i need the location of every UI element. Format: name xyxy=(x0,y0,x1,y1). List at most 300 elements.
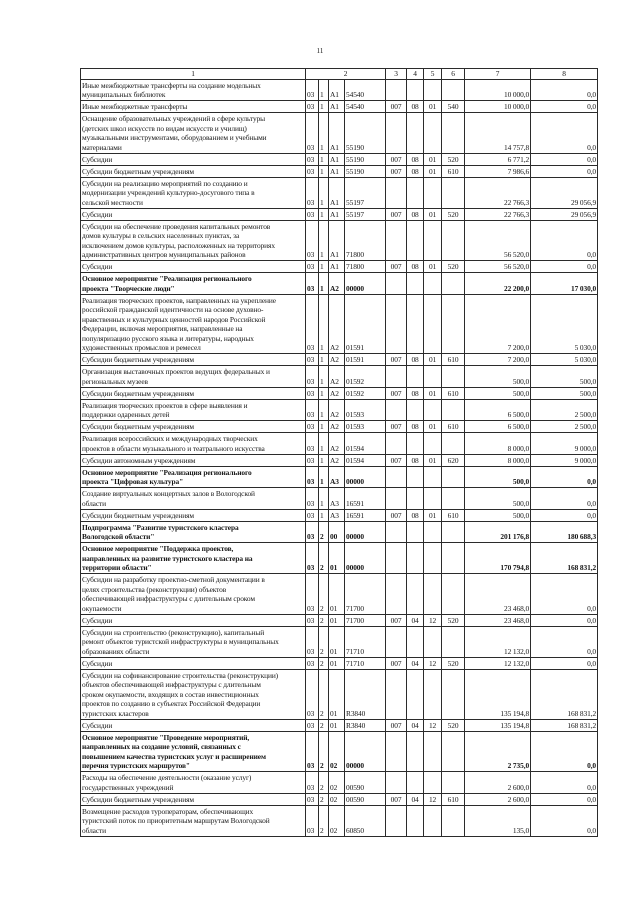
description-cell: Субсидии бюджетным учреждениям xyxy=(81,421,306,433)
code-direction-cell: 71710 xyxy=(345,626,386,657)
section-cell: 04 xyxy=(407,614,424,626)
subsection-cell xyxy=(424,521,442,543)
amount-col8-cell: 0,0 xyxy=(531,220,598,261)
amount-col7-cell: 6 771,2 xyxy=(465,153,531,165)
code-subprogram-cell: 1 xyxy=(319,466,329,488)
expense-type-cell xyxy=(442,731,465,772)
code-direction-cell: 01594 xyxy=(345,433,386,455)
code-program-cell: 03 xyxy=(306,543,319,574)
subsection-cell xyxy=(424,805,442,836)
expense-type-cell: 610 xyxy=(442,421,465,433)
code-event-cell: A1 xyxy=(329,261,345,273)
description-cell: Реализация творческих проектов, направленных на укрепление российской гражданской идентичности на основе духовно- нравственных и культурных ценностей народов Российской Федерации, включая мероприятия, направленные на популяризацию русского языка и литературы, народных художественных промыслов и ремесел xyxy=(81,294,306,354)
description-cell: Субсидии бюджетным учреждениям xyxy=(81,387,306,399)
ministry-code-cell xyxy=(386,399,407,421)
expense-type-cell xyxy=(442,772,465,794)
amount-col8-cell: 0,0 xyxy=(531,261,598,273)
code-direction-cell: 71800 xyxy=(345,261,386,273)
subsection-cell xyxy=(424,366,442,388)
description-cell: Субсидии xyxy=(81,614,306,626)
code-event-cell: A2 xyxy=(329,399,345,421)
description-cell: Основное мероприятие "Реализация регионального проекта "Творческие люди" xyxy=(81,273,306,295)
code-direction-cell: 01592 xyxy=(345,387,386,399)
section-cell: 08 xyxy=(407,165,424,177)
code-direction-cell: 00000 xyxy=(345,521,386,543)
code-event-cell: 02 xyxy=(329,805,345,836)
code-program-cell: 03 xyxy=(306,669,319,719)
ministry-code-cell: 007 xyxy=(386,387,407,399)
ministry-code-cell: 007 xyxy=(386,509,407,521)
code-direction-cell: 01591 xyxy=(345,294,386,354)
amount-col8-cell: 2 500,0 xyxy=(531,399,598,421)
expense-type-cell: 610 xyxy=(442,354,465,366)
code-event-cell: 02 xyxy=(329,731,345,772)
code-direction-cell: 01593 xyxy=(345,399,386,421)
description-cell: Субсидии xyxy=(81,208,306,220)
code-event-cell: 01 xyxy=(329,719,345,731)
expense-type-cell: 520 xyxy=(442,719,465,731)
code-event-cell: A2 xyxy=(329,273,345,295)
code-subprogram-cell: 1 xyxy=(319,488,329,510)
table-row xyxy=(81,366,598,388)
code-direction-cell: 16591 xyxy=(345,509,386,521)
code-program-cell: 03 xyxy=(306,488,319,510)
amount-col7-cell: 500,0 xyxy=(465,509,531,521)
code-event-cell: 01 xyxy=(329,574,345,615)
amount-col8-cell: 0,0 xyxy=(531,509,598,521)
code-program-cell: 03 xyxy=(306,614,319,626)
amount-col8-cell: 168 831,2 xyxy=(531,719,598,731)
amount-col8-cell: 0,0 xyxy=(531,113,598,154)
code-event-cell: A3 xyxy=(329,509,345,521)
amount-col8-cell: 500,0 xyxy=(531,366,598,388)
code-subprogram-cell: 2 xyxy=(319,521,329,543)
code-program-cell: 03 xyxy=(306,113,319,154)
code-program-cell: 03 xyxy=(306,399,319,421)
code-subprogram-cell: 1 xyxy=(319,354,329,366)
description-cell: Субсидии на софинансирование строительства (реконструкции) объектов обеспечивающей инфраструктуры с длительным сроком окупаемости, входящих в состав инвестиционных проектов по созданию в субъектах Российской Федерации туристских кластеров xyxy=(81,669,306,719)
ministry-code-cell xyxy=(386,626,407,657)
amount-col7-cell: 10 000,0 xyxy=(465,101,531,113)
section-cell: 08 xyxy=(407,421,424,433)
section-cell: 08 xyxy=(407,101,424,113)
ministry-code-cell: 007 xyxy=(386,793,407,805)
subsection-cell xyxy=(424,79,442,101)
code-subprogram-cell: 1 xyxy=(319,153,329,165)
ministry-code-cell xyxy=(386,772,407,794)
amount-col7-cell: 10 000,0 xyxy=(465,79,531,101)
code-direction-cell: 01592 xyxy=(345,366,386,388)
expense-type-cell: 610 xyxy=(442,793,465,805)
table-row xyxy=(81,574,598,615)
code-event-cell: A1 xyxy=(329,113,345,154)
section-cell xyxy=(407,669,424,719)
code-subprogram-cell: 2 xyxy=(319,574,329,615)
section-cell: 08 xyxy=(407,387,424,399)
code-subprogram-cell: 1 xyxy=(319,433,329,455)
table-row xyxy=(81,399,598,421)
ministry-code-cell: 007 xyxy=(386,719,407,731)
code-subprogram-cell: 2 xyxy=(319,772,329,794)
expense-type-cell xyxy=(442,220,465,261)
description-cell: Расходы на обеспечение деятельности (оказание услуг) государственных учреждений xyxy=(81,772,306,794)
code-subprogram-cell: 2 xyxy=(319,793,329,805)
code-program-cell: 03 xyxy=(306,521,319,543)
amount-col8-cell: 0,0 xyxy=(531,488,598,510)
code-direction-cell: 01594 xyxy=(345,454,386,466)
expense-type-cell xyxy=(442,294,465,354)
code-event-cell: A1 xyxy=(329,177,345,208)
code-program-cell: 03 xyxy=(306,79,319,101)
ministry-code-cell: 007 xyxy=(386,153,407,165)
ministry-code-cell xyxy=(386,220,407,261)
code-subprogram-cell: 2 xyxy=(319,626,329,657)
code-program-cell: 03 xyxy=(306,366,319,388)
table-row xyxy=(81,466,598,488)
code-program-cell: 03 xyxy=(306,421,319,433)
code-event-cell: A2 xyxy=(329,454,345,466)
expense-type-cell: 540 xyxy=(442,101,465,113)
table-row xyxy=(81,719,598,731)
description-cell: Возмещение расходов туроператорам, обеспечивающих туристский поток по приоритетным маршрутам Вологодской области xyxy=(81,805,306,836)
amount-col7-cell: 170 794,8 xyxy=(465,543,531,574)
subsection-cell: 01 xyxy=(424,153,442,165)
expense-type-cell: 520 xyxy=(442,614,465,626)
column-4-number: 4 xyxy=(407,69,424,80)
description-cell: Субсидии xyxy=(81,153,306,165)
code-program-cell: 03 xyxy=(306,719,319,731)
code-event-cell: 01 xyxy=(329,669,345,719)
expense-type-cell xyxy=(442,521,465,543)
code-event-cell: A3 xyxy=(329,488,345,510)
amount-col8-cell: 0,0 xyxy=(531,153,598,165)
code-program-cell: 03 xyxy=(306,273,319,295)
code-program-cell: 03 xyxy=(306,805,319,836)
column-1-number: 1 xyxy=(81,69,306,80)
amount-col7-cell: 22 766,3 xyxy=(465,208,531,220)
amount-col8-cell: 0,0 xyxy=(531,626,598,657)
code-direction-cell: R3840 xyxy=(345,719,386,731)
code-direction-cell: 00000 xyxy=(345,731,386,772)
amount-col8-cell: 180 688,3 xyxy=(531,521,598,543)
amount-col7-cell: 6 500,0 xyxy=(465,421,531,433)
code-direction-cell: 54540 xyxy=(345,101,386,113)
table-row xyxy=(81,113,598,154)
code-event-cell: 01 xyxy=(329,614,345,626)
code-subprogram-cell: 2 xyxy=(319,805,329,836)
subsection-cell xyxy=(424,772,442,794)
table-row xyxy=(81,793,598,805)
amount-col7-cell: 2 600,0 xyxy=(465,793,531,805)
subsection-cell xyxy=(424,543,442,574)
code-direction-cell: 00590 xyxy=(345,772,386,794)
amount-col7-cell: 23 468,0 xyxy=(465,574,531,615)
column-3-number: 3 xyxy=(386,69,407,80)
amount-col7-cell: 56 520,0 xyxy=(465,220,531,261)
code-subprogram-cell: 1 xyxy=(319,421,329,433)
amount-col7-cell: 12 132,0 xyxy=(465,626,531,657)
amount-col7-cell: 7 200,0 xyxy=(465,294,531,354)
amount-col8-cell: 0,0 xyxy=(531,165,598,177)
expense-type-cell xyxy=(442,488,465,510)
subsection-cell: 01 xyxy=(424,454,442,466)
section-cell xyxy=(407,772,424,794)
table-row xyxy=(81,273,598,295)
subsection-cell xyxy=(424,433,442,455)
code-subprogram-cell: 1 xyxy=(319,387,329,399)
code-direction-cell: 00000 xyxy=(345,543,386,574)
table-row xyxy=(81,387,598,399)
subsection-cell xyxy=(424,669,442,719)
code-event-cell: A1 xyxy=(329,101,345,113)
code-event-cell: A2 xyxy=(329,433,345,455)
code-event-cell: 02 xyxy=(329,772,345,794)
ministry-code-cell: 007 xyxy=(386,354,407,366)
table-row xyxy=(81,220,598,261)
budget-table-body xyxy=(81,79,598,836)
amount-col8-cell: 17 030,0 xyxy=(531,273,598,295)
ministry-code-cell: 007 xyxy=(386,421,407,433)
table-row xyxy=(81,421,598,433)
section-cell xyxy=(407,543,424,574)
subsection-cell xyxy=(424,177,442,208)
subsection-cell: 12 xyxy=(424,793,442,805)
section-cell xyxy=(407,574,424,615)
ministry-code-cell: 007 xyxy=(386,454,407,466)
table-row xyxy=(81,488,598,510)
code-program-cell: 03 xyxy=(306,101,319,113)
description-cell: Субсидии бюджетным учреждениям xyxy=(81,793,306,805)
amount-col7-cell: 6 500,0 xyxy=(465,399,531,421)
section-cell xyxy=(407,731,424,772)
description-cell: Субсидии бюджетным учреждениям xyxy=(81,165,306,177)
code-direction-cell: 16591 xyxy=(345,488,386,510)
section-cell xyxy=(407,399,424,421)
table-row xyxy=(81,208,598,220)
code-event-cell: 01 xyxy=(329,626,345,657)
amount-col7-cell: 2 735,0 xyxy=(465,731,531,772)
expense-type-cell xyxy=(442,366,465,388)
amount-col8-cell: 0,0 xyxy=(531,805,598,836)
code-subprogram-cell: 1 xyxy=(319,399,329,421)
code-direction-cell: 01593 xyxy=(345,421,386,433)
amount-col8-cell: 0,0 xyxy=(531,731,598,772)
section-cell xyxy=(407,805,424,836)
section-cell: 08 xyxy=(407,509,424,521)
code-subprogram-cell: 2 xyxy=(319,731,329,772)
expense-type-cell: 520 xyxy=(442,261,465,273)
ministry-code-cell xyxy=(386,574,407,615)
table-row xyxy=(81,101,598,113)
amount-col7-cell: 14 757,8 xyxy=(465,113,531,154)
subsection-cell: 01 xyxy=(424,421,442,433)
code-direction-cell: 60850 xyxy=(345,805,386,836)
amount-col8-cell: 0,0 xyxy=(531,574,598,615)
code-program-cell: 03 xyxy=(306,387,319,399)
subsection-cell: 12 xyxy=(424,614,442,626)
amount-col8-cell: 0,0 xyxy=(531,101,598,113)
subsection-cell xyxy=(424,488,442,510)
code-event-cell: A1 xyxy=(329,153,345,165)
code-subprogram-cell: 1 xyxy=(319,101,329,113)
description-cell: Основное мероприятие "Поддержка проектов, направленных на развитие туристского кластера на территории области" xyxy=(81,543,306,574)
ministry-code-cell xyxy=(386,177,407,208)
expense-type-cell: 610 xyxy=(442,165,465,177)
ministry-code-cell: 007 xyxy=(386,657,407,669)
section-cell: 04 xyxy=(407,793,424,805)
amount-col8-cell: 29 056,9 xyxy=(531,208,598,220)
column-number-row xyxy=(81,69,598,80)
amount-col7-cell: 500,0 xyxy=(465,466,531,488)
code-program-cell: 03 xyxy=(306,657,319,669)
amount-col8-cell: 5 030,0 xyxy=(531,354,598,366)
expense-type-cell: 610 xyxy=(442,387,465,399)
code-program-cell: 03 xyxy=(306,294,319,354)
subsection-cell xyxy=(424,113,442,154)
description-cell: Основное мероприятие "Проведение мероприятий, направленных на создание условий, связанных с повышением качества туристских услуг и расширением перечня туристских маршрутов" xyxy=(81,731,306,772)
code-event-cell: 00 xyxy=(329,521,345,543)
amount-col7-cell: 500,0 xyxy=(465,366,531,388)
ministry-code-cell xyxy=(386,294,407,354)
code-subprogram-cell: 1 xyxy=(319,294,329,354)
code-event-cell: A1 xyxy=(329,208,345,220)
code-subprogram-cell: 1 xyxy=(319,454,329,466)
amount-col7-cell: 2 600,0 xyxy=(465,772,531,794)
code-program-cell: 03 xyxy=(306,454,319,466)
ministry-code-cell: 007 xyxy=(386,101,407,113)
code-event-cell: A1 xyxy=(329,165,345,177)
code-program-cell: 03 xyxy=(306,731,319,772)
ministry-code-cell xyxy=(386,79,407,101)
subsection-cell: 12 xyxy=(424,719,442,731)
amount-col7-cell: 8 000,0 xyxy=(465,433,531,455)
code-direction-cell: 00000 xyxy=(345,273,386,295)
code-subprogram-cell: 1 xyxy=(319,261,329,273)
table-row xyxy=(81,509,598,521)
section-cell xyxy=(407,488,424,510)
code-event-cell: A2 xyxy=(329,366,345,388)
description-cell: Субсидии на разработку проектно-сметной документации в целях строительства (реконструкции) объектов обеспечивающей инфраструктуры с длительным сроком окупаемости xyxy=(81,574,306,615)
section-cell xyxy=(407,177,424,208)
code-subprogram-cell: 1 xyxy=(319,113,329,154)
code-subprogram-cell: 1 xyxy=(319,165,329,177)
subsection-cell xyxy=(424,294,442,354)
section-cell: 08 xyxy=(407,153,424,165)
table-row xyxy=(81,165,598,177)
subsection-cell: 01 xyxy=(424,354,442,366)
section-cell xyxy=(407,626,424,657)
section-cell: 04 xyxy=(407,657,424,669)
subsection-cell: 01 xyxy=(424,165,442,177)
section-cell xyxy=(407,113,424,154)
ministry-code-cell xyxy=(386,488,407,510)
section-cell: 08 xyxy=(407,261,424,273)
amount-col8-cell: 9 000,0 xyxy=(531,433,598,455)
description-cell: Иные межбюджетные трансферты на создание модельных муниципальных библиотек xyxy=(81,79,306,101)
section-cell xyxy=(407,220,424,261)
code-subprogram-cell: 1 xyxy=(319,208,329,220)
ministry-code-cell xyxy=(386,731,407,772)
description-cell: Субсидии на строительство (реконструкцию), капитальный ремонт объектов туристской инфраструктуры в муниципальных образованиях области xyxy=(81,626,306,657)
section-cell xyxy=(407,273,424,295)
subsection-cell xyxy=(424,466,442,488)
description-cell: Субсидии xyxy=(81,719,306,731)
section-cell xyxy=(407,79,424,101)
ministry-code-cell xyxy=(386,113,407,154)
code-direction-cell: 71800 xyxy=(345,220,386,261)
amount-col8-cell: 0,0 xyxy=(531,466,598,488)
code-program-cell: 03 xyxy=(306,261,319,273)
amount-col8-cell: 0,0 xyxy=(531,657,598,669)
ministry-code-cell: 007 xyxy=(386,165,407,177)
amount-col8-cell: 2 500,0 xyxy=(531,421,598,433)
section-cell: 08 xyxy=(407,454,424,466)
table-row xyxy=(81,454,598,466)
expense-type-cell xyxy=(442,113,465,154)
code-direction-cell: 55190 xyxy=(345,113,386,154)
expense-type-cell: 520 xyxy=(442,657,465,669)
subsection-cell xyxy=(424,220,442,261)
subsection-cell: 12 xyxy=(424,657,442,669)
code-direction-cell: 55197 xyxy=(345,177,386,208)
amount-col8-cell: 29 056,9 xyxy=(531,177,598,208)
amount-col7-cell: 22 766,3 xyxy=(465,177,531,208)
expense-type-cell: 610 xyxy=(442,509,465,521)
code-subprogram-cell: 2 xyxy=(319,669,329,719)
expense-type-cell: 520 xyxy=(442,153,465,165)
code-event-cell: 01 xyxy=(329,657,345,669)
code-direction-cell: 55190 xyxy=(345,165,386,177)
amount-col8-cell: 500,0 xyxy=(531,387,598,399)
code-event-cell: 02 xyxy=(329,793,345,805)
description-cell: Реализация творческих проектов в сфере выявления и поддержки одаренных детей xyxy=(81,399,306,421)
code-subprogram-cell: 1 xyxy=(319,273,329,295)
expense-type-cell xyxy=(442,177,465,208)
subsection-cell xyxy=(424,574,442,615)
code-direction-cell: 54540 xyxy=(345,79,386,101)
subsection-cell: 01 xyxy=(424,387,442,399)
code-program-cell: 03 xyxy=(306,626,319,657)
amount-col8-cell: 0,0 xyxy=(531,772,598,794)
code-program-cell: 03 xyxy=(306,574,319,615)
table-row xyxy=(81,433,598,455)
code-event-cell: 01 xyxy=(329,543,345,574)
column-6-number: 6 xyxy=(442,69,465,80)
code-direction-cell: 55197 xyxy=(345,208,386,220)
subsection-cell xyxy=(424,626,442,657)
column-5-number: 5 xyxy=(424,69,442,80)
ministry-code-cell xyxy=(386,466,407,488)
code-event-cell: A1 xyxy=(329,220,345,261)
code-direction-cell: 00590 xyxy=(345,793,386,805)
section-cell xyxy=(407,294,424,354)
description-cell: Организация выставочных проектов ведущих федеральных и региональных музеев xyxy=(81,366,306,388)
description-cell: Основное мероприятие "Реализация регионального проекта "Цифровая культура" xyxy=(81,466,306,488)
code-subprogram-cell: 1 xyxy=(319,220,329,261)
ministry-code-cell xyxy=(386,521,407,543)
subsection-cell xyxy=(424,731,442,772)
table-row xyxy=(81,79,598,101)
table-row xyxy=(81,731,598,772)
section-cell: 08 xyxy=(407,208,424,220)
amount-col8-cell: 168 831,2 xyxy=(531,669,598,719)
expense-type-cell xyxy=(442,669,465,719)
code-direction-cell: 71700 xyxy=(345,574,386,615)
code-program-cell: 03 xyxy=(306,772,319,794)
code-subprogram-cell: 1 xyxy=(319,79,329,101)
table-row xyxy=(81,153,598,165)
amount-col7-cell: 7 200,0 xyxy=(465,354,531,366)
